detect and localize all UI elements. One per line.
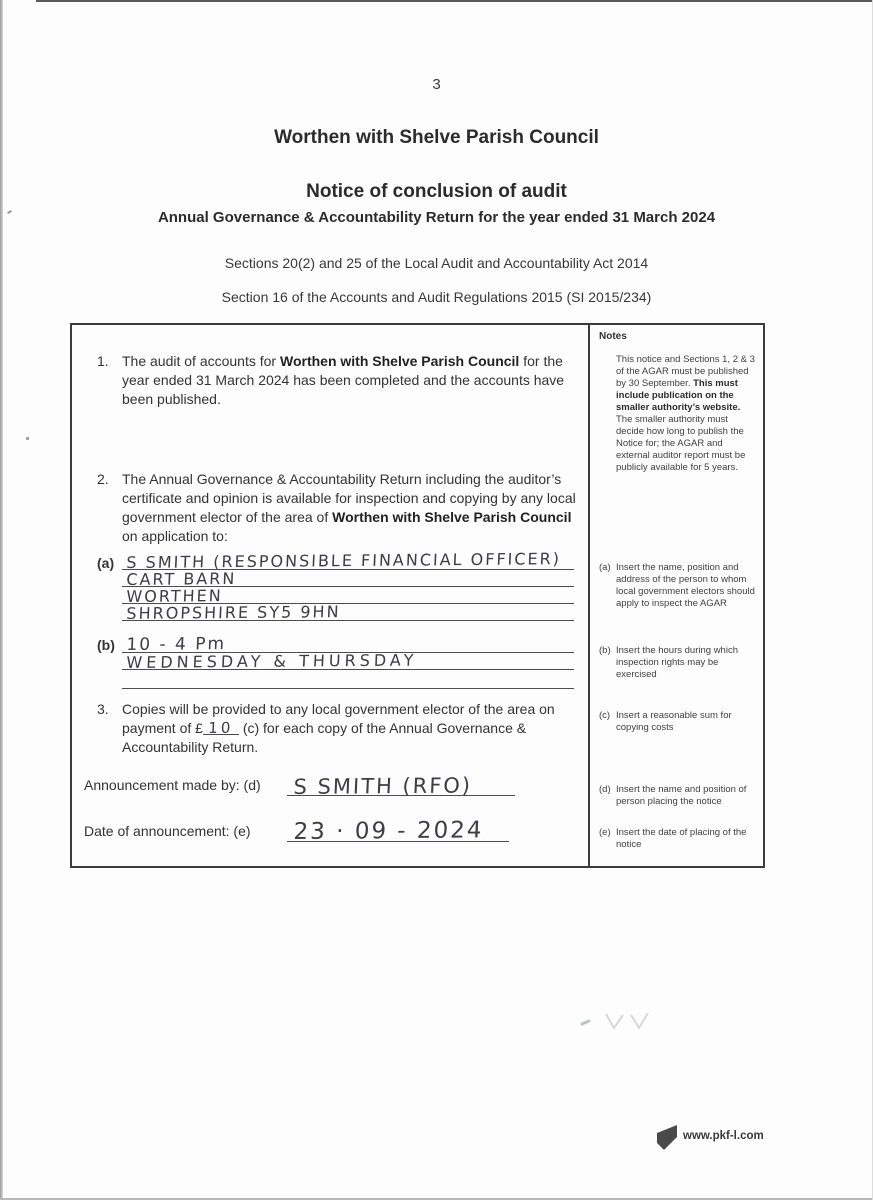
item-text-pre: The audit of accounts for xyxy=(122,353,280,369)
handwritten-signature: S SMITH (RFO) xyxy=(293,773,473,799)
note-text: Insert a reasonable sum for copying costs xyxy=(616,710,732,733)
field-b-line-2 xyxy=(122,650,574,672)
scan-speck xyxy=(26,437,29,440)
statute-line-2: Section 16 of the Accounts and Audit Regulations 2015 (SI 2015/234) xyxy=(221,289,652,305)
pencil-mark xyxy=(576,1006,668,1038)
form-item-3 xyxy=(97,700,589,757)
note-text: Insert the name and position of person placing the notice xyxy=(616,784,747,807)
auditor-footer xyxy=(656,1124,764,1152)
note-label: (c) xyxy=(599,710,611,721)
statute-line-1: Sections 20(2) and 25 of the Local Audit and Accountability Act 2014 xyxy=(224,255,649,271)
note-label: (e) xyxy=(599,827,611,838)
scan-edge-left xyxy=(0,0,3,1200)
item-number: 1. xyxy=(97,353,109,369)
handwritten-text: S SMITH (RESPONSIBLE FINANCIAL OFFICER) xyxy=(126,549,562,572)
field-a-line-4 xyxy=(122,604,574,621)
field-b-line-3 xyxy=(122,670,574,689)
auditor-website: www.pkf-l.com xyxy=(683,1130,764,1142)
item-number: 3. xyxy=(97,701,109,717)
note-text-post: The smaller authority must decide how long to publish the Notice for; the AGAR and external auditor report must be publicly available for 5 years. xyxy=(616,414,746,473)
handwritten-text: WORTHEN xyxy=(126,586,224,606)
note-d xyxy=(599,784,757,808)
item-text xyxy=(122,700,589,757)
note-text: Insert the name, position and address of the person to whom local government electors should apply to inspect the AGAR xyxy=(616,562,755,609)
note-label: (d) xyxy=(599,784,611,795)
handwritten-date: 23 · 09 - 2024 xyxy=(293,817,485,845)
note-b xyxy=(599,645,757,681)
agar-subtitle: Annual Governance & Accountability Return for the year ended 31 March 2024 xyxy=(157,209,716,226)
note-text xyxy=(616,354,758,474)
handwritten-text: WEDNESDAY & THURSDAY xyxy=(126,650,418,672)
note-label: (a) xyxy=(599,562,611,573)
item-text-bold: Worthen with Shelve Parish Council xyxy=(332,509,572,525)
item-text-pre: Copies will be provided to any local government elector of the area on payment of £ xyxy=(122,701,555,736)
copy-fee-field xyxy=(203,718,239,738)
announcement-label: Announcement made by: (d) xyxy=(84,777,261,793)
item-text xyxy=(122,470,589,546)
pkf-logo-icon xyxy=(656,1124,678,1152)
item-text-post: for the year ended 31 March 2024 has been completed and the accounts have been published. xyxy=(122,353,565,407)
field-a-line-3 xyxy=(122,587,574,604)
note-a xyxy=(599,562,757,610)
handwritten-text: 10 - 4 Pm xyxy=(126,634,227,655)
field-a-line-1 xyxy=(122,549,574,572)
date-label: Date of announcement: (e) xyxy=(84,823,251,839)
item-text-pre: The Annual Governance & Accountability Return including the auditor’s certificate and opinion is available for inspection and copying by any local government elector of the area of xyxy=(122,471,576,525)
page-number: 3 xyxy=(432,76,441,93)
note-publication xyxy=(599,354,757,474)
field-a-line-2 xyxy=(122,570,574,587)
note-text-bold: This must include publication on the smaller authority’s website. xyxy=(616,378,741,413)
note-label: (b) xyxy=(599,645,611,656)
field-b-label: (b) xyxy=(97,637,115,653)
field-b-lines xyxy=(122,636,574,689)
note-text-pre: This notice and Sections 1, 2 & 3 of the AGAR must be published by 30 September. xyxy=(616,354,755,389)
item-text-post: on application to: xyxy=(122,528,228,544)
scan-edge-top xyxy=(36,0,873,2)
field-a-lines xyxy=(122,549,574,623)
item-text-bold: Worthen with Shelve Parish Council xyxy=(279,353,520,369)
handwritten-text: SHROPSHIRE SY5 9HN xyxy=(126,602,341,623)
announcement-value-line xyxy=(287,765,515,799)
handwritten-text: CART BARN xyxy=(126,569,237,589)
form-item-2 xyxy=(97,470,589,546)
note-e xyxy=(599,827,757,851)
item-number: 2. xyxy=(97,471,109,487)
form-item-1 xyxy=(97,352,589,409)
handwritten-amount: 10 xyxy=(208,718,235,738)
item-text-post: (c) for each copy of the Annual Governance & Accountability Return. xyxy=(122,720,527,755)
note-c xyxy=(599,710,757,734)
form-box xyxy=(70,323,765,868)
council-name-heading: Worthen with Shelve Parish Council xyxy=(274,127,599,148)
field-a-label: (a) xyxy=(97,555,115,571)
note-text: Insert the hours during which inspection rights may be exercised xyxy=(616,645,738,680)
date-value-line xyxy=(287,811,509,845)
note-text: Insert the date of placing of the notice xyxy=(616,827,747,850)
notes-heading: Notes xyxy=(599,331,627,342)
notice-title: Notice of conclusion of audit xyxy=(306,181,567,202)
item-text xyxy=(122,352,589,409)
